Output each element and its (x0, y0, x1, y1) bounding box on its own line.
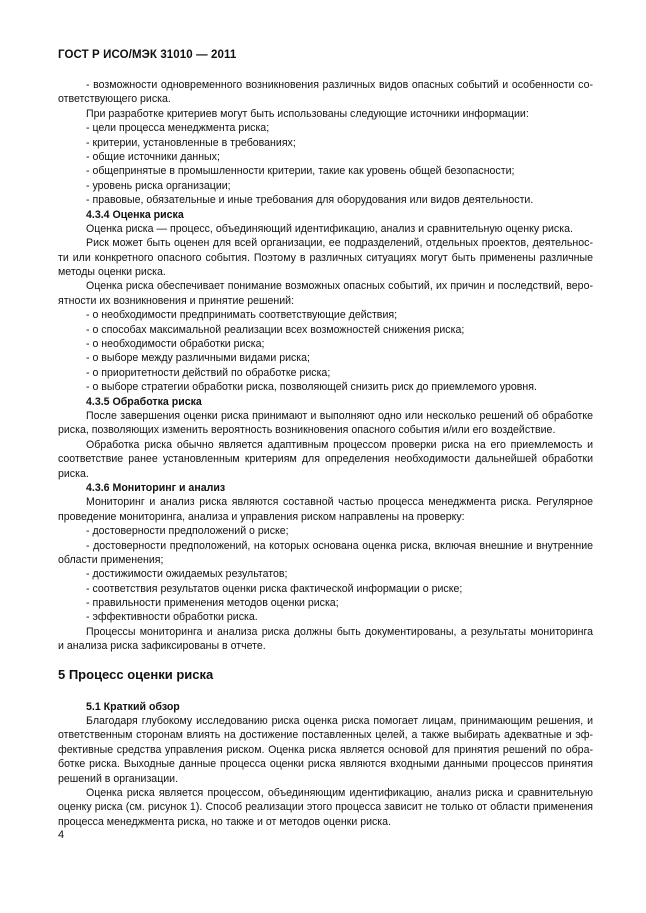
subsection-heading: 4.3.4 Оценка риска (86, 208, 184, 221)
text-line: проведение мониторинга, анализа и управления риском направлены на проверку: (58, 510, 465, 523)
text-line: - общепринятые в промышленности критерии, такие как уровень общей безопасности; (86, 165, 515, 178)
text-line: - цели процесса менеджмента риска; (86, 122, 270, 135)
page-number: 4 (58, 829, 65, 841)
text-line: ятности их возникновения и принятие решений: (58, 294, 295, 307)
text-line: - о способах максимальной реализации всех возможностей снижения риска; (86, 323, 465, 336)
text-line: - правильности применения методов оценки риска; (86, 597, 339, 610)
text-line: - уровень риска организации; (86, 179, 231, 192)
text-line: - о необходимости предпринимать соответствующие действия; (86, 309, 398, 322)
text-line: - эффективности обработки риска. (86, 611, 258, 624)
text-line: - достоверности предположений, на которых основана оценка риска, включая внешние и внутренние (86, 539, 593, 552)
text-line: Оценка риска обеспечивает понимание возможных опасных событий, их причин и последствий, веро- (86, 280, 593, 293)
text-line: ботке риска. Выходные данные процесса оценки риска являются входными данными процессов принятия (58, 758, 593, 771)
text-line: ти или конкретного опасного события. Поэтому в различных ситуациях могут быть применены различные (58, 251, 593, 264)
text-line: решений в организации. (58, 772, 179, 785)
text-line: Оценка риска является процессом, объединяющим идентификацию, анализ риска и сравнительную (86, 786, 593, 799)
text-line: - достижимости ожидаемых результатов; (86, 568, 288, 581)
text-line: Благодаря глубокому исследованию риска оценка риска помогает лицам, принимающим решения, и (86, 715, 593, 728)
text-line: - о приоритетности действий по обработке риска; (86, 366, 331, 379)
text-line: области применения; (58, 553, 164, 566)
text-line: методы оценки риска. (58, 266, 166, 279)
text-line: - о необходимости обработки риска; (86, 338, 265, 351)
text-line: - общие источники данных; (86, 150, 220, 163)
subsection-heading: 4.3.5 Обработка риска (86, 395, 202, 408)
text-line: Риск может быть оценен для всей организации, ее подразделений, отдельных проектов, деятельнос- (86, 237, 593, 250)
text-line: - правовые, обязательные и иные требования для оборудования или видов деятельности. (86, 194, 534, 207)
text-line: оценку риска (см. рисунок 1). Способ реализации этого процесса зависит не только от области применения (58, 801, 593, 814)
text-line: - о выборе между различными видами риска; (86, 352, 310, 365)
text-line: - о выборе стратегии обработки риска, позволяющей снизить риск до приемлемого уровня. (86, 381, 537, 394)
text-line: После завершения оценки риска принимают и выполняют одно или несколько решений об обработке (86, 409, 593, 422)
text-line: - критерии, установленные в требованиях; (86, 136, 296, 149)
text-line: ответственным сторонам влиять на достижение поставленных целей, а также выбирать адекватные и эф- (58, 729, 593, 742)
text-line: Обработка риска обычно является адаптивным процессом проверки риска на его приемлемость и (86, 438, 593, 451)
text-line: риска, позволяющих изменить вероятность возникновения опасного события и/или его воздействие. (58, 424, 556, 437)
section-heading: 5 Процесс оценки риска (58, 666, 214, 682)
subsection-heading: 5.1 Краткий обзор (86, 700, 180, 713)
text-line: процесса менеджмента риска, но также и от методов оценки риска. (58, 815, 392, 828)
page-body (58, 78, 593, 829)
text-line: - возможности одновременного возникновения различных видов опасных событий и особенности со- (86, 79, 593, 91)
text-line: риска. (58, 467, 89, 480)
text-line: При разработке критериев могут быть использованы следующие источники информации: (86, 107, 529, 120)
subsection-heading: 4.3.6 Мониторинг и анализ (86, 481, 226, 494)
text-line: и анализа риска зафиксированы в отчете. (58, 640, 266, 653)
text-line: Мониторинг и анализ риска являются составной частью процесса менеджмента риска. Регулярное (86, 496, 593, 509)
text-line: фективные средства управления риском. Оценка риска является основой для принятия решений по обра- (58, 743, 593, 756)
text-line: Процессы мониторинга и анализа риска должны быть документированы, а результаты мониторинга (86, 625, 593, 638)
text-line: - достоверности предположений о риске; (86, 525, 289, 538)
text-line: - соответствия результатов оценки риска фактической информации о риске; (86, 582, 463, 595)
text-line: Оценка риска — процесс, объединяющий идентификацию, анализ и сравнительную оценку риска. (86, 222, 573, 235)
page-header: ГОСТ Р ИСО/МЭК 31010 — 2011 (58, 49, 237, 61)
text-line: соответствие ранее установленным критериям для определения необходимости дальнейшей обработки (58, 453, 593, 466)
text-line: ответствующего риска. (58, 93, 171, 106)
